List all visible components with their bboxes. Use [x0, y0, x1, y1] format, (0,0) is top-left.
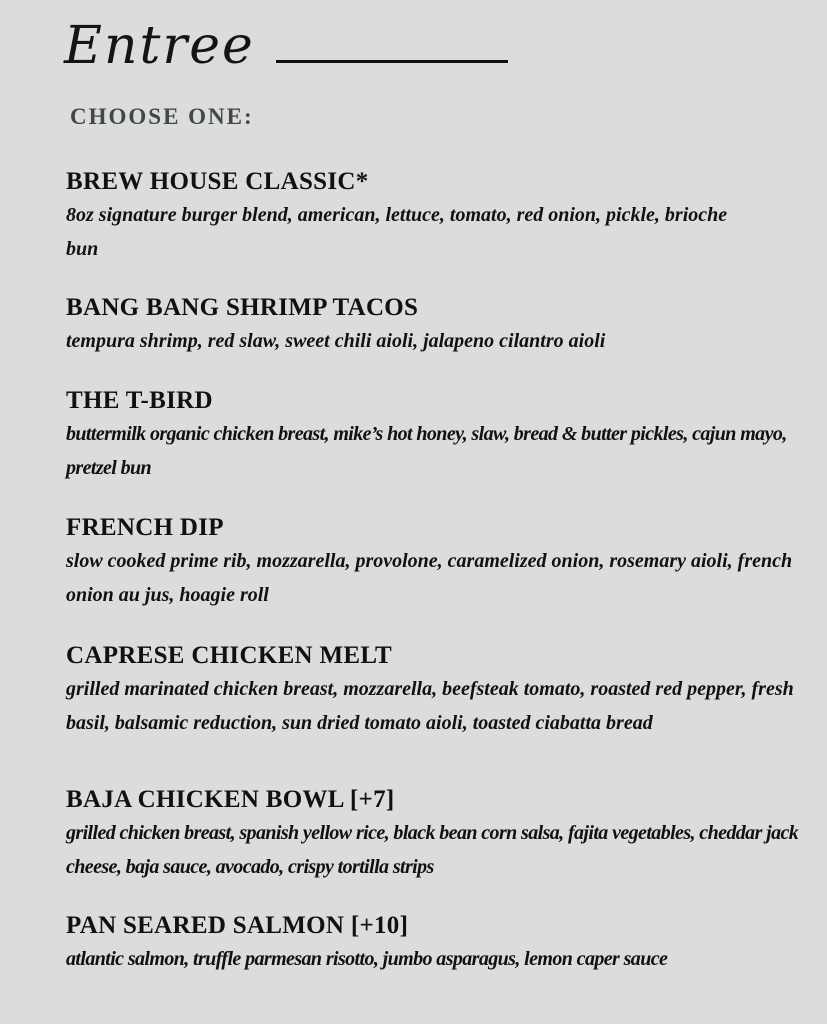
menu-item-description: tempura shrimp, red slaw, sweet chili aioli, jalapeno cilantro aioli [66, 330, 606, 352]
menu-item-name: BANG BANG SHRIMP TACOS [66, 294, 419, 321]
menu-item-name: BREW HOUSE CLASSIC* [66, 168, 369, 195]
menu-item [66, 512, 811, 612]
menu-item [66, 385, 811, 485]
menu-item-description: 8oz signature burger blend, american, lettuce, tomato, red onion, pickle, brioche bun [66, 204, 728, 260]
menu-item-name: FRENCH DIP [66, 514, 224, 541]
menu-item-name: PAN SEARED SALMON [+10] [66, 912, 409, 939]
menu-item [66, 166, 811, 266]
menu-item-name: CAPRESE CHICKEN MELT [66, 642, 392, 669]
menu-item-description: slow cooked prime rib, mozzarella, provolone, caramelized onion, rosemary aioli, french onion au jus, hoagie roll [66, 550, 793, 606]
menu-item-description: grilled chicken breast, spanish yellow rice, black bean corn salsa, fajita vegetables, cheddar jack cheese, baja sauce, avocado, crispy tortilla strips [66, 822, 799, 878]
choose-one-label: CHOOSE ONE: [70, 104, 254, 129]
menu-item [66, 784, 811, 884]
menu-item-description: grilled marinated chicken breast, mozzarella, beefsteak tomato, roasted red pepper, fresh basil, balsamic reduction, sun dried tomato aioli, toasted ciabatta bread [66, 678, 794, 734]
menu-item-name: THE T-BIRD [66, 387, 213, 414]
menu-item-description: buttermilk organic chicken breast, mike’s hot honey, slaw, bread & butter pickles, cajun mayo, pretzel bun [66, 423, 787, 479]
menu-item-name: BAJA CHICKEN BOWL [+7] [66, 786, 395, 813]
menu-item [66, 292, 811, 358]
menu-item-description: atlantic salmon, truffle parmesan risotto, jumbo asparagus, lemon caper sauce [66, 948, 668, 970]
menu-item [66, 640, 811, 740]
menu-item [66, 910, 811, 976]
section-title: Entree [64, 16, 255, 76]
title-divider [276, 60, 508, 63]
